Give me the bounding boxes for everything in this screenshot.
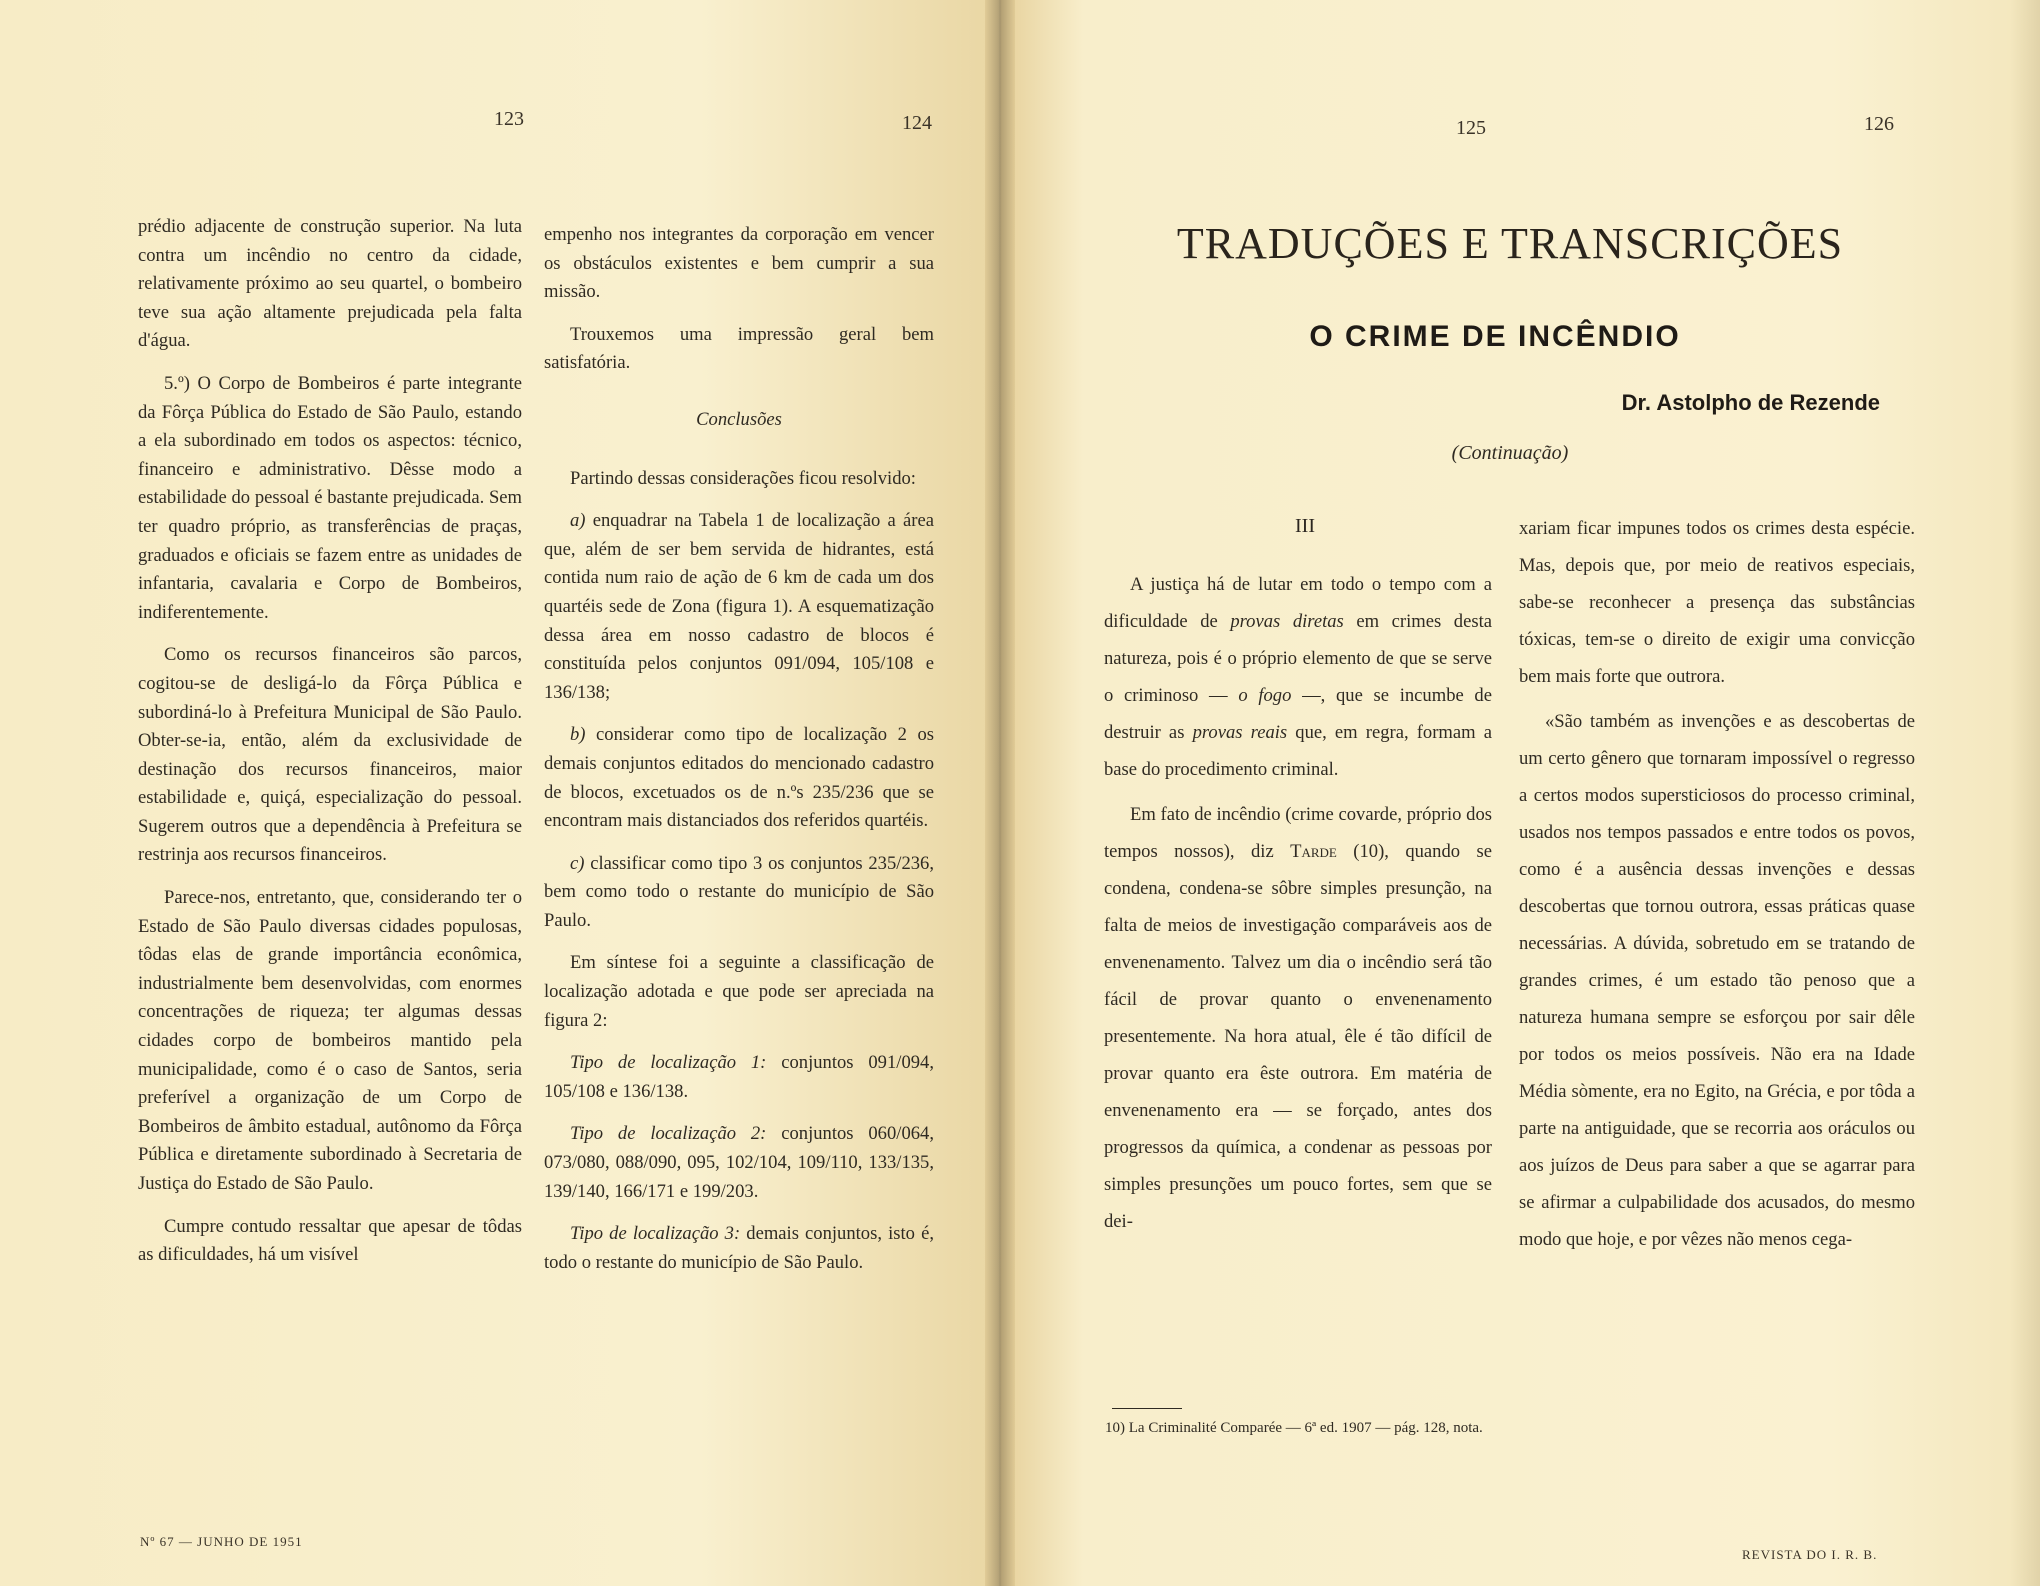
list-item-c [544, 850, 934, 936]
paragraph: 5.º) O Corpo de Bombeiros é parte integrante da Fôrça Pública do Estado de São Paulo, estando a ela subordinado em todos os aspectos: técnico, financeiro e administrativo. Dêsse modo a estabilidade do pessoal é bastante prejudicada. Sem ter quadro próprio, as transferências de praças, graduados e oficiais se fazem entre as unidades de infantaria, cavalaria e Corpo de Bombeiros, indiferentemente. [138, 372, 522, 623]
text-run: em crimes desta natureza, pois é o próprio elemento de que se serve o criminoso — [1104, 611, 1492, 706]
item-text: considerar como tipo de localização 2 os demais conjuntos editados do mencionado cadastro de blocos, excetuados os de n.ºs 235/236 que se encontram mais distanciados dos referidos quartéis. [544, 724, 934, 832]
section-heading-conclusoes: Conclusões [696, 408, 782, 430]
item-label: Tipo de localização 2: [570, 1123, 767, 1145]
column-page-125 [1104, 566, 1492, 1248]
text-run: (10), quando se condena, condena-se sôbre simples presunção, na falta de meios de investigação comparáveis aos de envenenamento. Talvez um dia o incêndio será tão fácil de provar quanto o envenenamento presentemente. Na hora atual, êle é tão difícil de provar quanto era êste outrora. Em matéria de envenenamento era — se forçado, antes dos progressos da química, a condenar as pessoas por simples presunções um pouco fortes, sem que se dei- [1104, 841, 1492, 1232]
text-run: que, em regra, formam a base do procedimento criminal. [1104, 722, 1492, 780]
paragraph [1104, 566, 1492, 788]
item-text: classificar como tipo 3 os conjuntos 235/236, bem como todo o restante do município de São Paulo. [544, 852, 934, 931]
paragraph: «São também as invenções e as descobertas de um certo gênero que tornaram impossível o regresso a certos modos supersticiosos do processo criminal, usados nos tempos passados e entre todos os povos, como é a ausência dessas invenções e dessas descobertas que tornou outrora, essas práticas quase necessárias. A dúvida, sobretudo em se tratando de grandes crimes, é um estado tão penoso que a natureza humana sempre se esforçou por sair dêle por todos os meios possíveis. Não era na Idade Média sòmente, era no Egito, na Grécia, e por tôda a parte na antiguidade, que se recorria aos oráculos ou aos juízos de Deus para saber a que se agarrar para se afirmar a culpabilidade dos acusados, do mesmo modo que hoje, e por vêzes não menos cega- [1519, 711, 1915, 1250]
chapter-numeral: III [1295, 515, 1315, 537]
paragraph: Trouxemos uma impressão geral bem satisfatória. [544, 323, 934, 374]
text-run-italic: provas diretas [1230, 611, 1344, 632]
paragraph: xariam ficar impunes todos os crimes desta espécie. Mas, depois que, por meio de reativos especiais, sabe-se reconhecer a presença das substâncias tóxicas, tem-se o direito de exigir uma convicção bem mais forte que outrora. [1519, 518, 1915, 687]
list-item-b [544, 721, 934, 835]
item-label: a) [570, 510, 586, 532]
item-text: conjuntos 091/094, 105/108 e 136/138. [544, 1052, 934, 1102]
text-run: —, que se incumbe de destruir as [1104, 685, 1492, 743]
footnote-rule [1112, 1408, 1182, 1409]
paragraph: Em síntese foi a seguinte a classificação de localização adotada e que pode ser apreciada na figura 2: [544, 952, 934, 1031]
list-item-a [544, 507, 934, 707]
paragraph [1104, 796, 1492, 1240]
section-title: TRADUÇÕES E TRANSCRIÇÕES [1176, 219, 1844, 268]
continuation-note: (Continuação) [1451, 442, 1569, 464]
text-run-italic: provas reais [1192, 722, 1288, 743]
book-gutter [985, 0, 1015, 1586]
text-run: A justiça há de lutar em todo o tempo com a dificuldade de [1104, 574, 1492, 632]
paragraph: Como os recursos financeiros são parcos, cogitou-se de desligá-lo da Fôrça Pública e subordiná-lo à Prefeitura Municipal de São Paulo. Obter-se-ia, então, além da exclusividade de destinação dos recursos financeiros, maior estabilidade e, quiçá, especialização do pessoal. Sugerem outros que a dependência à Prefeitura se restrinja aos recursos financeiros. [138, 644, 522, 866]
column-page-126 [1519, 510, 1915, 1266]
author-name: Dr. Astolpho de Rezende [1621, 390, 1880, 415]
page-number-124: 124 [902, 112, 932, 134]
paragraph: empenho nos integrantes da corporação em vencer os obstáculos existentes e bem cumprir a sua missão. [544, 224, 934, 303]
column-page-123 [138, 213, 522, 1284]
text-run: Em fato de incêndio (crime covarde, próprio dos tempos nossos), diz [1104, 804, 1492, 862]
list-item-tipo-1 [544, 1049, 934, 1106]
paragraph: Partindo dessas considerações ficou resolvido: [570, 467, 916, 489]
item-label: b) [570, 724, 586, 746]
page-number-126: 126 [1864, 113, 1894, 135]
footnote: 10) La Criminalité Comparée — 6ª ed. 1907 — pág. 128, nota. [1105, 1420, 1483, 1436]
text-run-smallcaps: Tarde [1290, 841, 1337, 862]
list-item-tipo-3 [544, 1220, 934, 1277]
paragraph: Cumpre contudo ressaltar que apesar de tôdas as dificuldades, há um visível [138, 1215, 522, 1266]
item-label: Tipo de localização 3: [570, 1223, 741, 1245]
paragraph: prédio adjacente de construção superior. Na luta contra um incêndio no centro da cidade, relativamente próximo ao seu quartel, o bombeiro teve sua ação altamente prejudicada pela falta d'água. [138, 216, 522, 352]
page-edge-shadow [2010, 0, 2040, 1586]
item-label: Tipo de localização 1: [570, 1052, 767, 1074]
list-item-tipo-2 [544, 1120, 934, 1206]
footer-journal: REVISTA DO I. R. B. [1742, 1547, 1878, 1562]
item-label: c) [570, 852, 585, 874]
footer-issue: Nº 67 — JUNHO DE 1951 [140, 1534, 303, 1549]
column-page-124 [544, 221, 934, 1291]
page-number-123: 123 [494, 108, 524, 130]
item-text: enquadrar na Tabela 1 de localização a área que, além de ser bem servida de hidrantes, está contida num raio de ação de 6 km de cada um dos quartéis sede de Zona (figura 1). A esquematização dessa área em nosso cadastro de blocos é constituída pelos conjuntos 091/094, 105/108 e 136/138; [544, 510, 934, 703]
paragraph: Parece-nos, entretanto, que, considerando ter o Estado de São Paulo diversas cidades populosas, tôdas elas de grande importância econômica, industrialmente bem desenvolvidas, com enormes concentrações de riqueza; ter algumas dessas cidades corpo de bombeiros mantido pela municipalidade, como é o caso de Santos, seria preferível a organização de um Corpo de Bombeiros de âmbito estadual, autônomo da Fôrça Pública e diretamente subordinado à Secretaria de Justiça do Estado de São Paulo. [138, 887, 522, 1194]
item-text: conjuntos 060/064, 073/080, 088/090, 095, 102/104, 109/110, 133/135, 139/140, 166/171 e 199/203. [544, 1123, 934, 1202]
page-number-125: 125 [1456, 117, 1486, 139]
text-run-italic: o fogo [1238, 685, 1292, 706]
item-text: demais conjuntos, isto é, todo o restante do município de São Paulo. [544, 1223, 934, 1273]
article-title: O CRIME DE INCÊNDIO [1309, 320, 1681, 353]
